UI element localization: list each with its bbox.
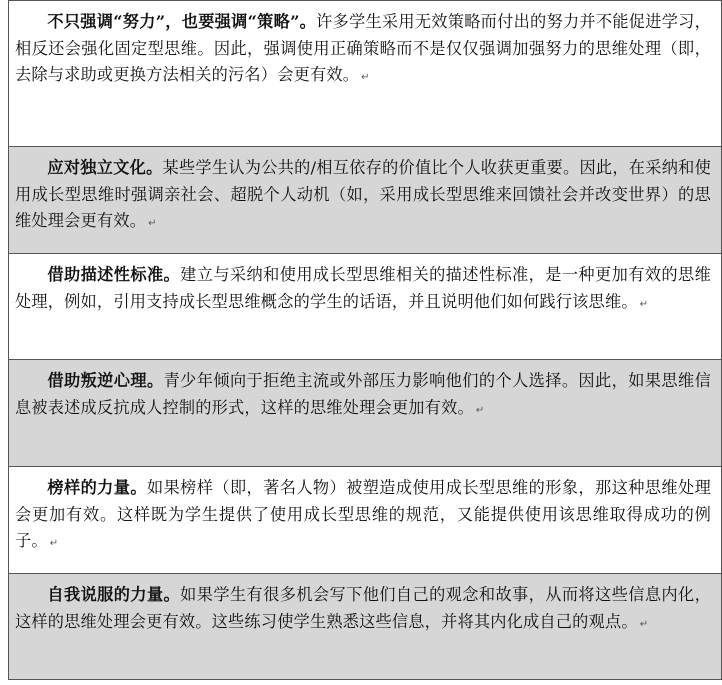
paragraph-mark-icon: ↵ (639, 298, 649, 310)
row-body: 许多学生采用无效策略而付出的努力并不能促进学习，相反还会强化固定型思维。因此，强调使用正确策略而不是仅仅强调加强努力的思维处理（即，去除与求助或更换方法相关的污名）会更有效。 (15, 12, 711, 84)
row-heading: 借助叛逆心理。 (47, 371, 164, 390)
paragraph-mark-icon: ↵ (639, 618, 649, 630)
row-body: 青少年倾向于拒绝主流或外部压力影响他们的个人选择。因此，如果思维信息被表述成反抗成人控制的形式，这样的思维处理会更加有效。 (15, 371, 711, 417)
paragraph-mark-icon: ↵ (49, 538, 59, 549)
row-paragraph (15, 155, 711, 238)
row-heading: 不只强调“努力”，也要强调“策略”。 (47, 12, 317, 31)
row-paragraph (15, 9, 711, 92)
paragraph-mark-icon: ↵ (148, 218, 157, 229)
row-paragraph (15, 262, 711, 318)
table-row-collectivist-culture (9, 147, 721, 254)
paragraph-mark-icon: ↵ (475, 404, 485, 416)
row-body: 建立与采纳和使用成长型思维相关的描述性标准，是一种更加有效的思维处理，例如，引用支持成长型思维概念的学生的话语，并且说明他们如何践行该思维。 (15, 265, 711, 311)
table-row-strategy-effort (9, 1, 721, 147)
paragraph-mark-icon: ↵ (361, 72, 370, 83)
strategy-table (8, 0, 722, 680)
table-row-rebellious-psychology (9, 360, 721, 467)
table-row-self-persuasion (9, 574, 721, 680)
row-body: 某些学生认为公共的/相互依存的价值比个人收获更重要。因此，在采纳和使用成长型思维时强调亲社会、超脱个人动机（如，采用成长型思维来回馈社会并改变世界）的思维处理会更有效。 (15, 158, 711, 230)
table-row-descriptive-norms (9, 254, 721, 360)
table-row-role-models (9, 467, 721, 574)
row-paragraph (15, 368, 711, 424)
row-paragraph (15, 582, 711, 638)
row-paragraph (15, 475, 711, 558)
row-heading: 借助描述性标准。 (47, 265, 181, 284)
row-heading: 榜样的力量。 (47, 478, 147, 497)
row-body: 如果榜样（即，著名人物）被塑造成使用成长型思维的形象，那这种思维处理会更加有效。这样既为学生提供了使用成长型思维的规范，又能提供使用该思维取得成功的例子。 (15, 478, 711, 550)
row-body: 如果学生有很多机会写下他们自己的观念和故事，从而将这些信息内化，这样的思维处理会更有效。这些练习使学生熟悉这些信息，并将其内化成自己的观点。 (15, 585, 711, 631)
row-heading: 应对独立文化。 (47, 158, 163, 177)
row-heading: 自我说服的力量。 (47, 585, 181, 604)
